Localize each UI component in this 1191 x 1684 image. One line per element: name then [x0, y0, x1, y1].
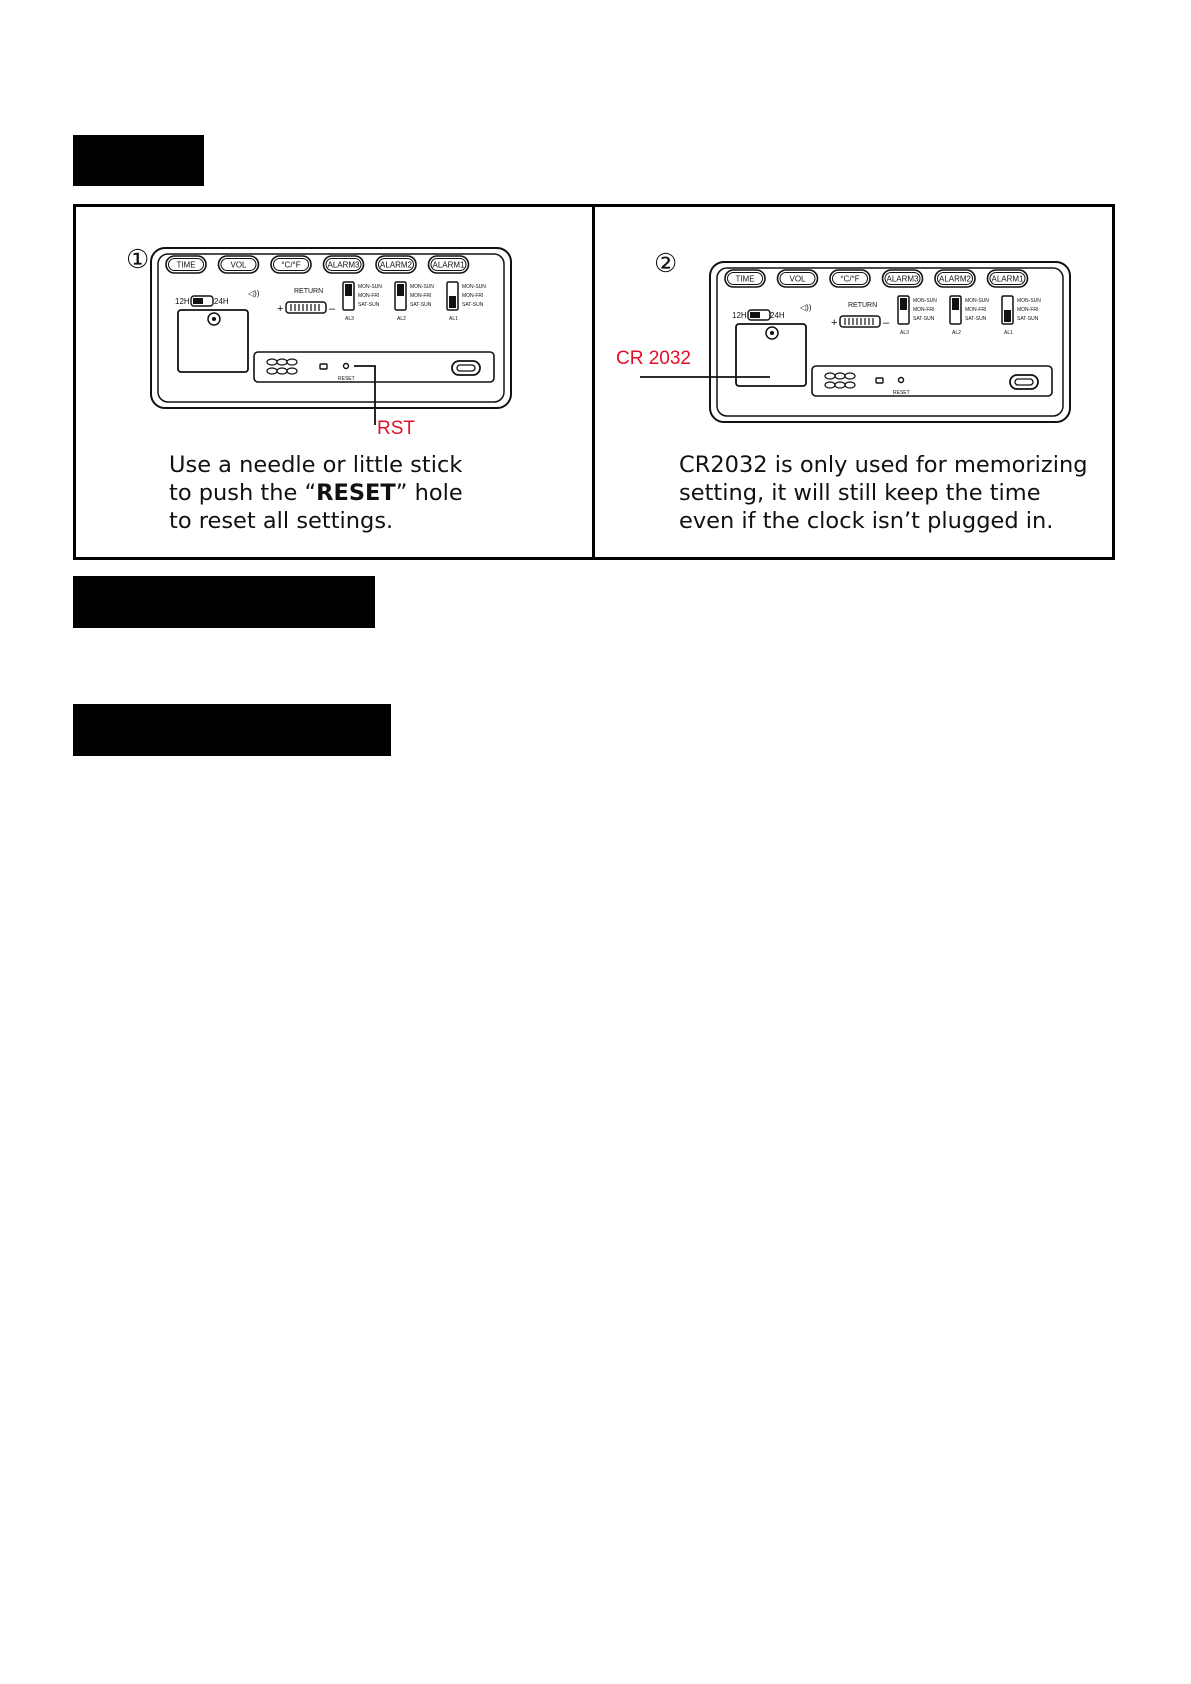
clock-button-label: VOL — [230, 260, 247, 270]
schedule-option-label: MON-FRI — [358, 293, 380, 299]
svg-text:24H: 24H — [770, 311, 785, 320]
schedule-option-label: SAT-SUN — [462, 302, 484, 308]
caption-line: to push the “RESET” hole — [169, 480, 463, 506]
schedule-option-label: MON-SUN — [358, 284, 382, 290]
clock-button-label: VOL — [789, 274, 806, 284]
svg-text:◁)): ◁)) — [800, 303, 812, 312]
schedule-option-label: SAT-SUN — [1017, 316, 1039, 322]
panel1-caption — [169, 451, 463, 535]
slide-switch-knob — [345, 284, 352, 296]
clock-back-diagram-1 — [110, 240, 540, 440]
svg-text:+: + — [277, 303, 284, 315]
slider-label: AL3 — [900, 330, 909, 336]
svg-text:–: – — [329, 303, 336, 315]
caption-line: setting, it will still keep the time — [679, 480, 1041, 506]
slide-switch-knob — [397, 284, 404, 296]
clock-button-label: ALARM2 — [379, 260, 413, 270]
clock-buttons-1 — [166, 256, 469, 273]
svg-text:–: – — [883, 317, 890, 329]
clock-button-label: ALARM3 — [327, 260, 360, 270]
clock-button-label: TIME — [176, 260, 196, 270]
rst-leader-line — [354, 366, 375, 425]
svg-text:RETURN: RETURN — [848, 302, 878, 309]
slider-label: AL1 — [449, 316, 458, 322]
clock-button-label: ALARM1 — [432, 260, 465, 270]
reset-emphasis: RESET — [316, 480, 396, 506]
caption-line: even if the clock isn’t plugged in. — [679, 508, 1054, 534]
alarm-slide-switches-2 — [898, 296, 1041, 336]
panel-divider — [592, 204, 595, 560]
return-label: RETURN — [294, 288, 324, 295]
switch-24h-label: 24H — [214, 297, 229, 306]
cr2032-callout: CR 2032 — [616, 348, 691, 369]
reset-hole — [344, 364, 349, 369]
alarm-slide-switches-1 — [343, 282, 486, 322]
switch-12h-label: 12H — [175, 297, 190, 306]
slide-switch-knob — [1004, 310, 1011, 322]
reset-label: RESET — [338, 376, 355, 382]
heading-bar-lower — [73, 704, 391, 756]
schedule-option-label: MON-FRI — [1017, 307, 1039, 313]
heading-bar-top — [73, 135, 204, 186]
slider-label: AL3 — [345, 316, 354, 322]
caption-line: Use a needle or little stick — [169, 452, 463, 478]
clock-button-label: TIME — [735, 274, 755, 284]
schedule-option-label: MON-FRI — [462, 293, 484, 299]
slide-switch-knob — [449, 296, 456, 308]
schedule-option-label: MON-SUN — [1017, 298, 1041, 304]
clock-button-label: °C/°F — [281, 260, 301, 270]
clock-buttons-2 — [725, 270, 1028, 287]
schedule-option-label: MON-FRI — [410, 293, 432, 299]
panel2-caption — [679, 451, 1088, 535]
schedule-option-label: MON-SUN — [410, 284, 434, 290]
slide-switch-knob — [900, 298, 907, 310]
schedule-option-label: MON-SUN — [462, 284, 486, 290]
rst-callout: RST — [377, 418, 415, 439]
schedule-option-label: SAT-SUN — [913, 316, 935, 322]
usb-c-port — [452, 361, 480, 375]
schedule-option-label: SAT-SUN — [358, 302, 380, 308]
speaker-icon: ◁)) — [248, 289, 260, 298]
schedule-option-label: SAT-SUN — [965, 316, 987, 322]
clock-button-label: °C/°F — [840, 274, 860, 284]
schedule-option-label: MON-FRI — [965, 307, 987, 313]
step-number-2: ② — [654, 248, 678, 278]
slider-label: AL1 — [1004, 330, 1013, 336]
svg-text:12H: 12H — [732, 311, 747, 320]
heading-bar-middle — [73, 576, 375, 628]
brightness-wheel — [286, 302, 326, 313]
step-number-1: ① — [126, 244, 150, 274]
slide-switch-knob — [952, 298, 959, 310]
clock-button-label: ALARM3 — [886, 274, 919, 284]
svg-text:RESET: RESET — [893, 390, 910, 396]
schedule-option-label: SAT-SUN — [410, 302, 432, 308]
clock-back-diagram-2 — [640, 248, 1080, 428]
schedule-option-label: MON-SUN — [913, 298, 937, 304]
schedule-option-label: MON-FRI — [913, 307, 935, 313]
caption-line: to reset all settings. — [169, 508, 394, 534]
clock-button-label: ALARM1 — [991, 274, 1024, 284]
svg-text:+: + — [831, 317, 838, 329]
slider-label: AL2 — [397, 316, 406, 322]
schedule-option-label: MON-SUN — [965, 298, 989, 304]
caption-line: CR2032 is only used for memorizing — [679, 452, 1088, 478]
clock-button-label: ALARM2 — [938, 274, 972, 284]
slider-label: AL2 — [952, 330, 961, 336]
